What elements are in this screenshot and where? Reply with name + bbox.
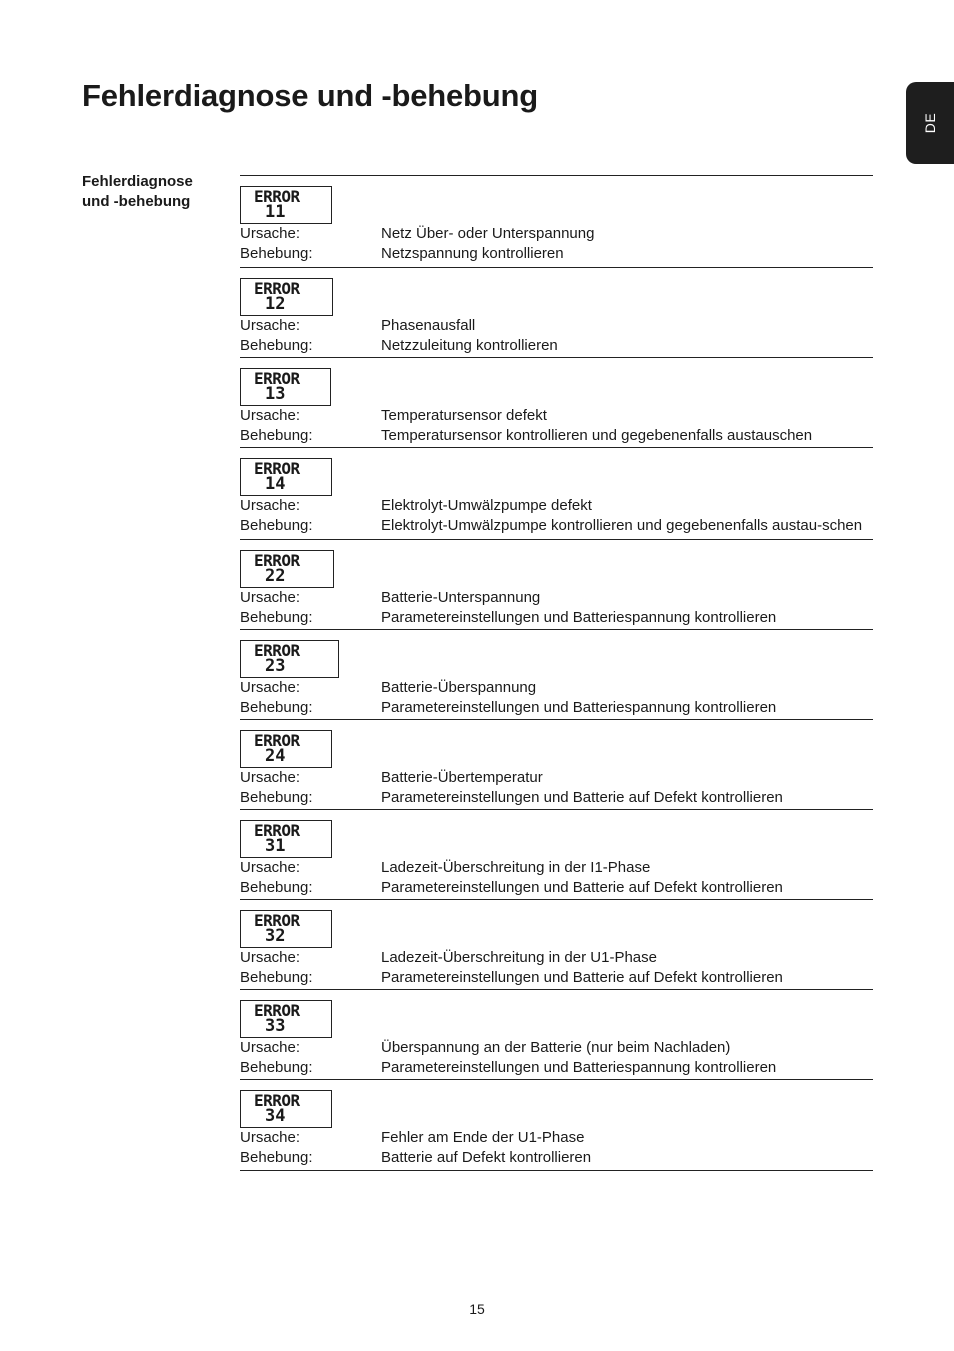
cause-text: Überspannung an der Batterie (nur beim Nachladen)	[381, 1039, 731, 1056]
error-entry	[240, 730, 873, 810]
fix-label: Behebung:	[240, 608, 313, 626]
cause-text: Batterie-Übertemperatur	[381, 769, 543, 786]
error-code: 22	[265, 566, 286, 586]
error-entry	[240, 278, 873, 358]
fix-label: Behebung:	[240, 788, 313, 806]
fix-text: Parametereinstellungen und Batterie auf Defekt kontrollieren	[381, 788, 783, 806]
error-entry	[240, 1090, 873, 1171]
cause-row	[240, 588, 873, 608]
fix-row	[240, 516, 873, 536]
error-display-label: ERROR	[254, 1091, 300, 1110]
cause-row	[240, 224, 873, 244]
error-display-label: ERROR	[254, 459, 300, 478]
error-code: 24	[265, 746, 286, 766]
fix-label: Behebung:	[240, 244, 313, 262]
error-display	[240, 820, 332, 858]
error-entry	[240, 550, 873, 630]
fix-row	[240, 788, 873, 808]
error-entry	[240, 910, 873, 990]
cause-text: Netz Über- oder Unterspannung	[381, 225, 595, 242]
cause-row	[240, 1128, 873, 1148]
error-code: 34	[265, 1106, 286, 1126]
fix-label: Behebung:	[240, 426, 313, 444]
cause-label: Ursache:	[240, 589, 301, 606]
error-code: 11	[265, 202, 286, 222]
fix-row	[240, 608, 873, 628]
cause-row	[240, 496, 873, 516]
error-display-label: ERROR	[254, 369, 300, 388]
error-display-label: ERROR	[254, 641, 300, 660]
cause-text: Temperatursensor defekt	[381, 407, 547, 424]
error-code: 33	[265, 1016, 286, 1036]
cause-label: Ursache:	[240, 769, 301, 786]
error-display	[240, 186, 332, 224]
error-display-label: ERROR	[254, 187, 300, 206]
cause-label: Ursache:	[240, 317, 301, 334]
cause-text: Ladezeit-Überschreitung in der U1-Phase	[381, 949, 657, 966]
error-entry	[240, 186, 873, 268]
fix-text: Parametereinstellungen und Batteriespannung kontrollieren	[381, 698, 777, 716]
fix-label: Behebung:	[240, 698, 313, 716]
fix-text: Netzspannung kontrollieren	[381, 244, 564, 262]
fix-text: Netzzuleitung kontrollieren	[381, 336, 558, 354]
cause-row	[240, 768, 873, 788]
fix-text: Parametereinstellungen und Batteriespannung kontrollieren	[381, 1058, 777, 1076]
error-display	[240, 278, 333, 316]
fix-text: Parametereinstellungen und Batteriespannung kontrollieren	[381, 608, 777, 626]
language-tab	[906, 82, 954, 164]
error-code: 32	[265, 926, 286, 946]
fix-text: Temperatursensor kontrollieren und gegebenenfalls austauschen	[381, 426, 813, 444]
error-display-label: ERROR	[254, 821, 300, 840]
page-number: 15	[469, 1301, 485, 1317]
error-display-label: ERROR	[254, 551, 300, 570]
cause-text: Batterie-Überspannung	[381, 679, 537, 696]
fix-label: Behebung:	[240, 1058, 313, 1076]
fix-text: Elektrolyt-Umwälzpumpe kontrollieren und gegebenenfalls austau-schen	[381, 516, 863, 534]
error-entry	[240, 820, 873, 900]
section-heading-line2: und -behebung	[82, 193, 191, 210]
cause-text: Phasenausfall	[381, 317, 476, 334]
cause-label: Ursache:	[240, 1039, 301, 1056]
error-code: 12	[265, 294, 286, 314]
fix-label: Behebung:	[240, 878, 313, 896]
error-code: 31	[265, 836, 286, 856]
error-display	[240, 730, 332, 768]
fix-text: Batterie auf Defekt kontrollieren	[381, 1148, 592, 1166]
fix-row	[240, 244, 873, 264]
error-code: 14	[265, 474, 286, 494]
error-display-label: ERROR	[254, 279, 300, 298]
fix-row	[240, 1148, 873, 1168]
cause-label: Ursache:	[240, 859, 301, 876]
error-display	[240, 368, 331, 406]
fix-label: Behebung:	[240, 516, 313, 534]
error-entry	[240, 368, 873, 448]
error-entry	[240, 458, 873, 540]
error-display	[240, 458, 332, 496]
cause-label: Ursache:	[240, 407, 301, 424]
cause-text: Batterie-Unterspannung	[381, 589, 541, 606]
fix-row	[240, 426, 873, 446]
cause-row	[240, 406, 873, 426]
error-display	[240, 550, 334, 588]
page-title: Fehlerdiagnose und -behebung	[82, 78, 538, 113]
fix-label: Behebung:	[240, 336, 313, 354]
fix-text: Parametereinstellungen und Batterie auf Defekt kontrollieren	[381, 968, 783, 986]
cause-text: Ladezeit-Überschreitung in der I1-Phase	[381, 859, 651, 876]
error-code: 23	[265, 656, 286, 676]
cause-label: Ursache:	[240, 1129, 301, 1146]
section-heading	[82, 172, 222, 212]
cause-label: Ursache:	[240, 949, 301, 966]
error-code: 13	[265, 384, 286, 404]
error-entry	[240, 1000, 873, 1080]
fix-text: Parametereinstellungen und Batterie auf Defekt kontrollieren	[381, 878, 783, 896]
fix-row	[240, 336, 873, 356]
error-display-label: ERROR	[254, 731, 300, 750]
cause-text: Elektrolyt-Umwälzpumpe defekt	[381, 497, 592, 514]
error-list	[240, 175, 873, 1171]
cause-row	[240, 1038, 873, 1058]
fix-row	[240, 968, 873, 988]
fix-label: Behebung:	[240, 968, 313, 986]
cause-row	[240, 948, 873, 968]
cause-row	[240, 858, 873, 878]
error-entry	[240, 640, 873, 720]
cause-row	[240, 316, 873, 336]
language-tab-label: DE	[922, 112, 938, 134]
cause-label: Ursache:	[240, 497, 301, 514]
error-display	[240, 1000, 332, 1038]
fix-row	[240, 878, 873, 898]
error-display-label: ERROR	[254, 911, 300, 930]
error-display-label: ERROR	[254, 1001, 300, 1020]
cause-label: Ursache:	[240, 225, 301, 242]
fix-row	[240, 1058, 873, 1078]
error-display	[240, 640, 339, 678]
cause-label: Ursache:	[240, 679, 301, 696]
cause-row	[240, 678, 873, 698]
error-display	[240, 910, 332, 948]
cause-text: Fehler am Ende der U1-Phase	[381, 1129, 585, 1146]
section-heading-line1: Fehlerdiagnose	[82, 173, 193, 190]
error-display	[240, 1090, 332, 1128]
fix-label: Behebung:	[240, 1148, 313, 1166]
fix-row	[240, 698, 873, 718]
